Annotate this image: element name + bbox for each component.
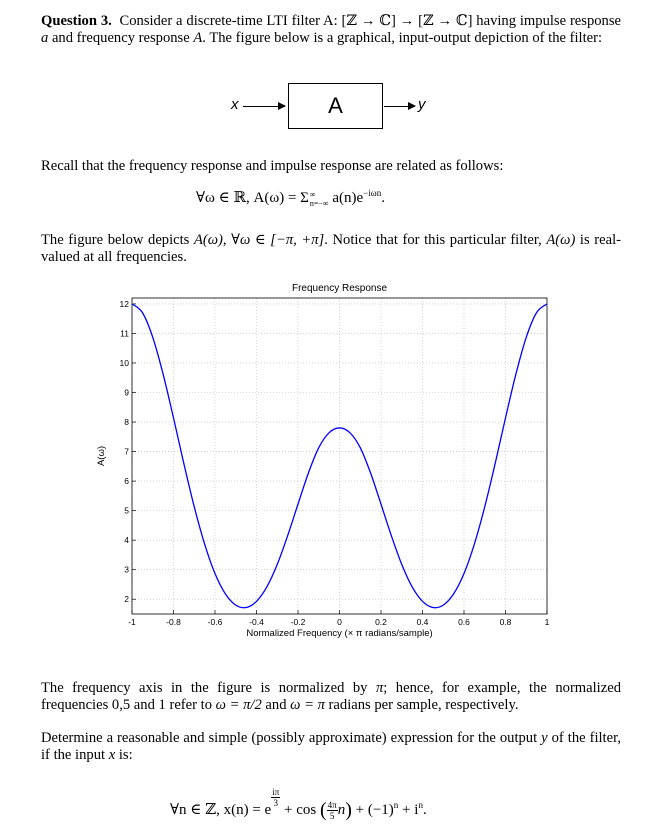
input-eq-prefix: ∀n ∈ ℤ, x(n) = e [170,802,272,818]
input-eq-cos-var: n [337,802,346,818]
depicts-text-c: is real-valued at all frequencies. [41,232,621,265]
y-tick-label: 2 [124,594,129,605]
determine-text-c: is: [115,747,133,763]
x-tick-label: 0 [337,617,342,627]
chart-xlabel: Normalized Frequency (× π radians/sample) [246,628,433,639]
determine-text-b: of the filter, if the input [41,730,622,763]
x-tick-label: -0.2 [290,617,306,627]
depicts-text-b: . Notice that for this particular filter, [324,232,547,248]
input-eq-rparen: ) [345,799,352,821]
y-tick-label: 10 [119,357,129,368]
x-tick-label: 0.2 [375,617,387,627]
input-eq-plus-cos: + cos [280,802,320,818]
y-tick-label: 7 [124,446,129,457]
normalized-text-b: ; hence, for example, the normalized frequencies 0,5 and 1 refer to [41,680,621,713]
depicts-text-a: The figure below depicts [41,232,194,248]
y-tick-label: 4 [124,535,129,546]
eq-prefix: ∀ω ∈ ℝ, A(ω) = [196,190,301,206]
normalized-text-a: The frequency axis in the figure is normalized by [41,680,376,696]
x-tick-label: 0.8 [499,617,512,627]
grid-layer [132,298,547,614]
x-tick-label: -0.4 [249,617,264,627]
y-tick-label: 6 [124,476,129,487]
input-eq-tail: + (−1) [351,802,394,818]
x-tick-label: 1 [544,617,550,627]
intro-text-b: and frequency response [48,30,194,46]
eq-sum-lower: n=−∞ [309,198,329,208]
y-tick-label: 5 [124,505,129,516]
input-label: x [231,96,239,113]
eq-sum-upper: ∞ [309,189,316,199]
chart-ylabel: A(ω) [96,445,107,467]
question-intro [41,13,621,47]
input-eq-tail2: + i [398,802,419,818]
determine-text [41,730,621,764]
plot-frame [132,298,547,614]
output-arrow-icon [384,106,415,107]
output-label: y [418,96,426,113]
normalized-text-d: radians per sample, respectively. [324,697,519,713]
input-arrow-icon [243,106,285,107]
input-eq-cos-frac [327,800,338,821]
x-tick-label: -0.8 [166,617,181,627]
filter-box: A [288,83,383,129]
depicts-math-a: A(ω), ∀ω ∈ [−π, +π] [193,232,325,248]
x-tick-label: -1 [128,617,136,627]
determine-var-x: x [108,747,116,763]
y-tick-label: 8 [124,417,129,428]
question-label: Question 3. [41,13,112,29]
x-tick-label: 0.6 [458,617,470,627]
recall-text: Recall that the frequency response and impulse response are related as follows: [41,158,504,174]
input-equation [170,787,427,822]
input-eq-exp-den: 3 [273,798,278,808]
normalized-math-a: π [375,680,384,696]
normalized-text [41,680,621,714]
chart-title: Frequency Response [291,283,388,294]
eq-exp: −iωn [363,188,382,198]
eq-body: a(n)e [328,190,364,206]
frequency-response-chart [92,278,572,658]
determine-var-y: y [541,730,548,746]
intro-var-A: A [193,30,203,46]
determine-text-a: Determine a reasonable and simple (possibly approximate) expression for the output [41,730,542,746]
normalized-math-b: ω = π/2 [215,697,262,713]
input-eq-exp-frac [271,787,280,808]
input-eq-end: . [422,802,427,818]
input-eq-tail2-exp: n [418,800,423,810]
input-eq-cos-num: 4π [327,800,337,811]
frequency-response-equation [196,188,385,208]
normalized-math-c: ω = π [290,697,325,713]
eq-end: . [381,190,385,206]
input-eq-cos-den: 5 [329,811,335,822]
intro-text-a: Consider a discrete-time LTI filter A: [ℤ → ℂ] → [ℤ → ℂ] having impulse response [119,13,622,29]
x-tick-label: 0.4 [416,617,429,627]
normalized-text-c: and [261,697,291,713]
input-eq-exp-num: iπ [272,787,280,797]
input-eq-lparen: ( [319,799,327,821]
y-tick-label: 3 [124,564,129,575]
x-tick-label: -0.6 [207,617,223,627]
eq-sum: Σ [300,190,309,206]
intro-text-c: . The figure below is a graphical, input-output depiction of the filter: [202,30,603,46]
y-tick-label: 11 [120,328,129,339]
depicts-text [41,232,621,266]
y-tick-label: 12 [119,298,129,309]
y-tick-label: 9 [124,387,129,398]
intro-var-a: a [41,30,49,46]
input-eq-tail-exp: n [393,800,399,810]
depicts-math-b: A(ω) [546,232,576,248]
